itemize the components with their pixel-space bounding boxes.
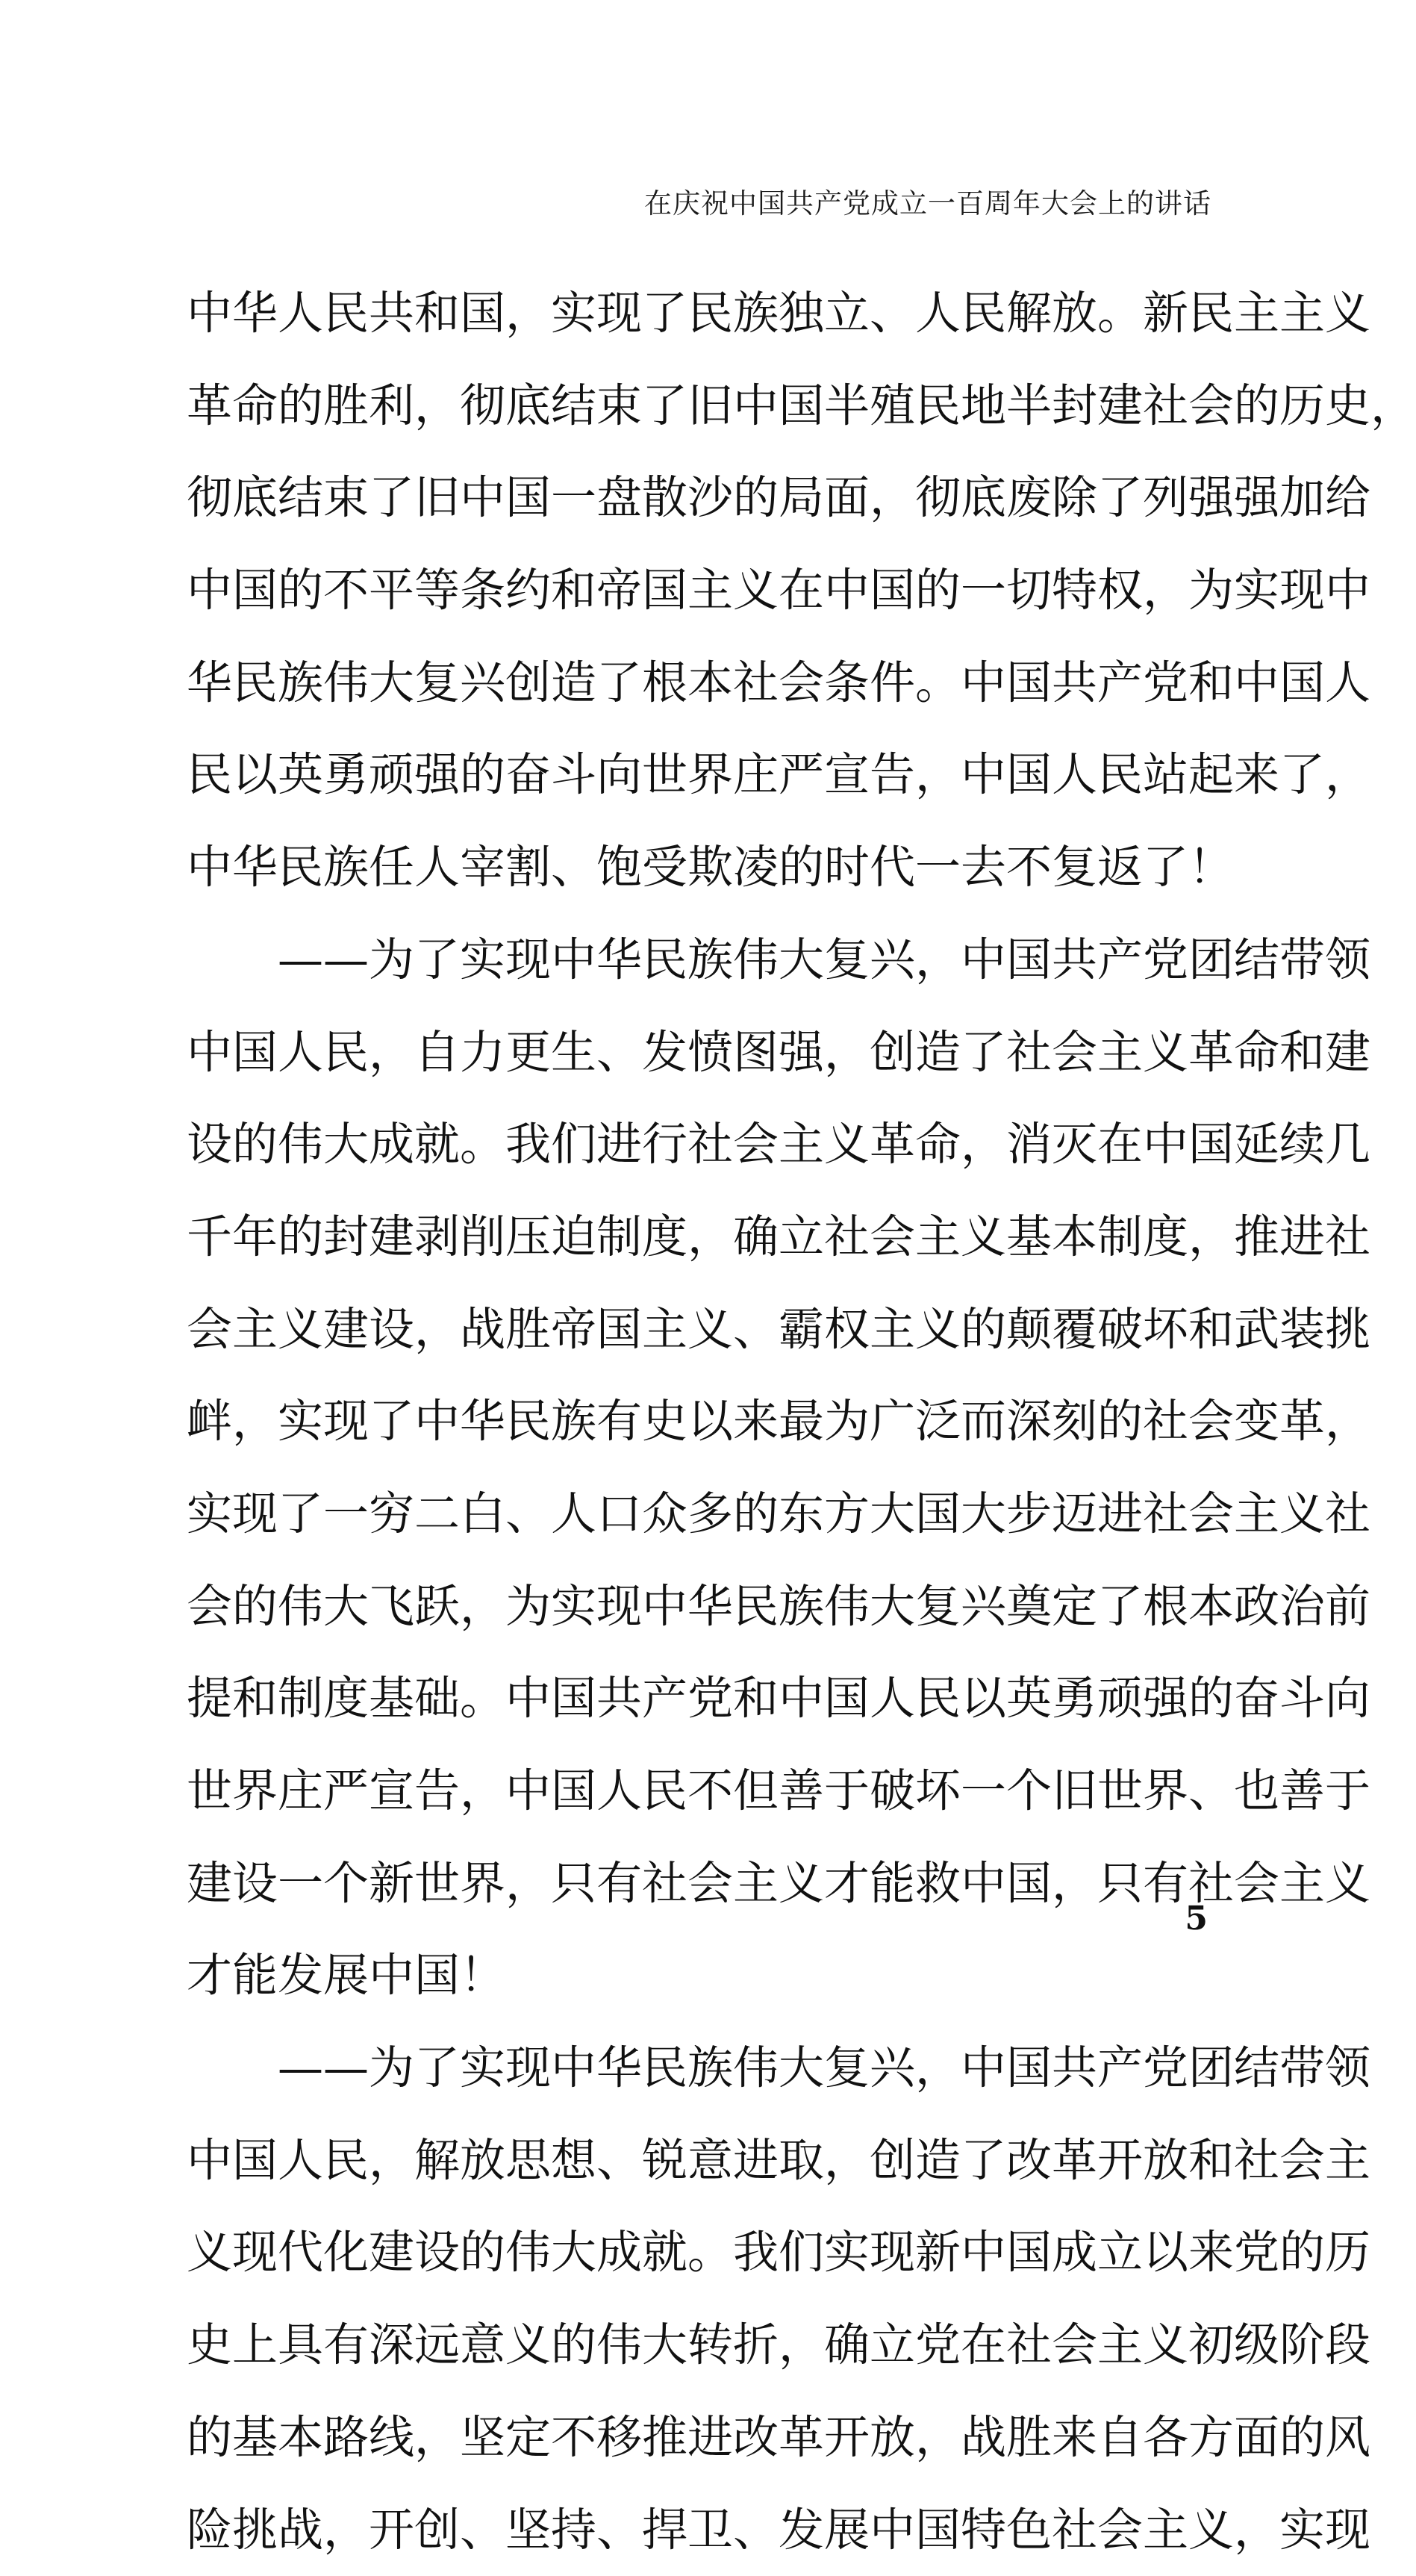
text-line: 会的伟大飞跃，为实现中华民族伟大复兴奠定了根本政治前 [187,1561,1213,1653]
text-line: ——为了实现中华民族伟大复兴，中国共产党团结带领 [187,2022,1213,2115]
text-line: 革命的胜利，彻底结束了旧中国半殖民地半封建社会的历史， [187,360,1213,452]
text-line: 建设一个新世界，只有社会主义才能救中国，只有社会主义 [187,1838,1213,1930]
text-line: 才能发展中国！ [187,1929,1213,2022]
page-number: 5 [1185,1897,1208,1941]
text-line: 险挑战，开创、坚持、捍卫、发展中国特色社会主义，实现 [187,2484,1213,2576]
text-line: 千年的封建剥削压迫制度，确立社会主义基本制度，推进社 [187,1191,1213,1284]
text-line: 中国人民，解放思想、锐意进取，创造了改革开放和社会主 [187,2115,1213,2207]
body-text [187,267,1213,2576]
text-line: 中国的不平等条约和帝国主义在中国的一切特权，为实现中 [187,544,1213,637]
running-header: 在庆祝中国共产党成立一百周年大会上的讲话 [644,185,1211,223]
text-line: 彻底结束了旧中国一盘散沙的局面，彻底废除了列强强加给 [187,452,1213,544]
text-line: 实现了一穷二白、人口众多的东方大国大步迈进社会主义社 [187,1468,1213,1561]
text-line: 世界庄严宣告，中国人民不但善于破坏一个旧世界、也善于 [187,1745,1213,1838]
text-line: 设的伟大成就。我们进行社会主义革命，消灭在中国延续几 [187,1098,1213,1191]
text-line: 史上具有深远意义的伟大转折，确立党在社会主义初级阶段 [187,2299,1213,2392]
text-line: 华民族伟大复兴创造了根本社会条件。中国共产党和中国人 [187,637,1213,729]
text-line: 的基本路线，坚定不移推进改革开放，战胜来自各方面的风 [187,2392,1213,2484]
text-line: 提和制度基础。中国共产党和中国人民以英勇顽强的奋斗向 [187,1652,1213,1745]
text-line: 衅，实现了中华民族有史以来最为广泛而深刻的社会变革， [187,1375,1213,1468]
text-line: ——为了实现中华民族伟大复兴，中国共产党团结带领 [187,914,1213,1007]
text-line: 中华民族任人宰割、饱受欺凌的时代一去不复返了！ [187,821,1213,914]
text-line: 中华人民共和国，实现了民族独立、人民解放。新民主主义 [187,267,1213,360]
text-line: 民以英勇顽强的奋斗向世界庄严宣告，中国人民站起来了， [187,729,1213,821]
text-line: 会主义建设，战胜帝国主义、霸权主义的颠覆破坏和武装挑 [187,1284,1213,1376]
text-line: 义现代化建设的伟大成就。我们实现新中国成立以来党的历 [187,2206,1213,2299]
text-line: 中国人民，自力更生、发愤图强，创造了社会主义革命和建 [187,1007,1213,1099]
